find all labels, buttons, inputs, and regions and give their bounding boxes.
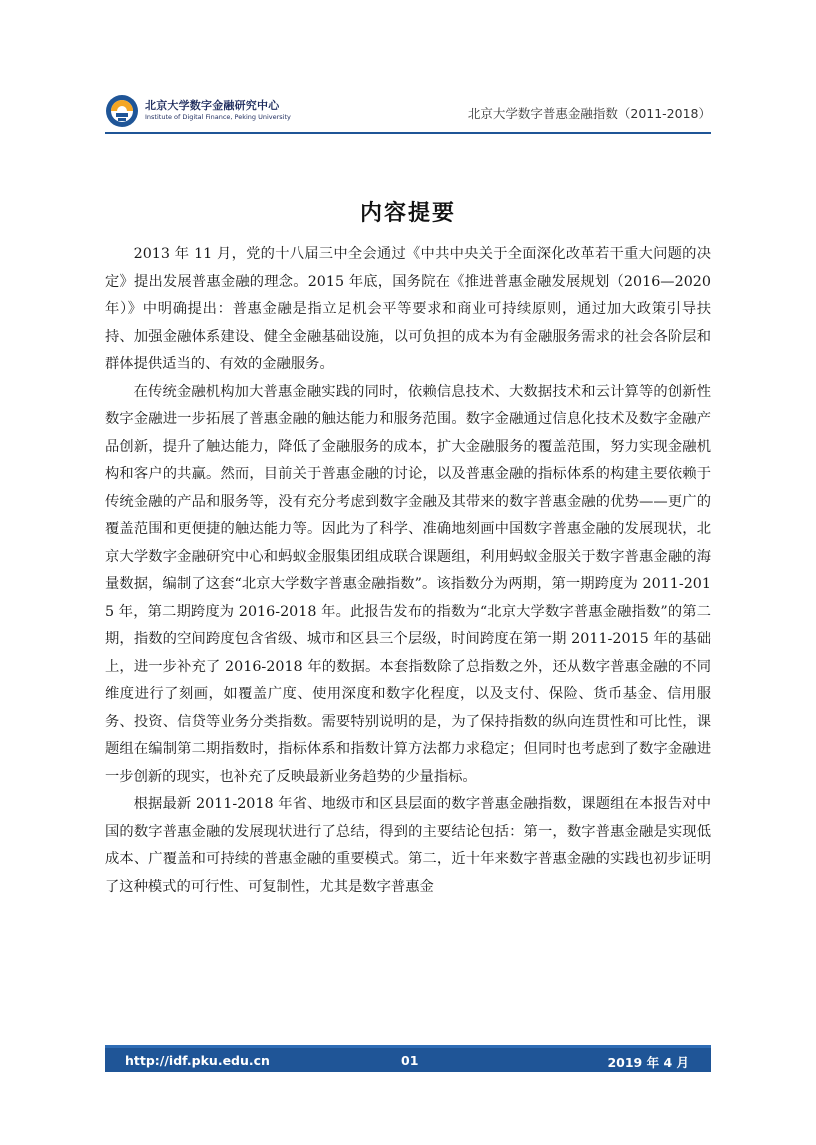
header-divider bbox=[105, 132, 711, 134]
institute-name-en: Institute of Digital Finance, Peking University bbox=[145, 113, 291, 121]
institute-name-cn: 北京大学数字金融研究中心 bbox=[145, 99, 280, 112]
institute-logo-text bbox=[145, 99, 291, 122]
summary-body bbox=[105, 241, 711, 901]
page-title: 内容提要 bbox=[359, 201, 456, 226]
paragraph: 在传统金融机构加大普惠金融实践的同时，依赖信息技术、大数据技术和云计算等的创新性数字金融进一步拓展了普惠金融的触达能力和服务范围。数字金融通过信息化技术及数字金融产品创新，提升了触达能力，降低了金融服务的成本，扩大金融服务的覆盖范围，努力实现金融机构和客户的共赢。然而，目前关于普惠金融的讨论，以及普惠金融的指标体系的构建主要依赖于传统金融的产品和服务等，没有充分考虑到数字金融及其带来的数字普惠金融的优势——更广的覆盖范围和更便捷的触达能力等。因此为了科学、准确地刻画中国数字普惠金融的发展现状，北京大学数字金融研究中心和蚂蚁金服集团组成联合课题组，利用蚂蚁金服关于数字普惠金融的海量数据，编制了这套“北京大学数字普惠金融指数”。该指数分为两期，第一期跨度为 2011-2015 年，第二期跨度为 2016-2018 年。此报告发布的指数为“北京大学数字普惠金融指数”的第二期，指数的空间跨度包含省级、城市和区县三个层级，时间跨度在第一期 2011-2015 年的基础上，进一步补充了 2016-2018 年的数据。本套指数除了总指数之外，还从数字普惠金融的不同维度进行了刻画，如覆盖广度、使用深度和数字化程度，以及支付、保险、货币基金、信用服务、投资、信贷等业务分类指数。需要特别说明的是，为了保持指数的纵向连贯性和可比性，课题组在编制第二期指数时，指标体系和指数计算方法都力求稳定；但同时也考虑到了数字金融进一步创新的现实，也补充了反映最新业务趋势的少量指标。 bbox=[105, 383, 711, 785]
footer-date: 2019 年 4 月 bbox=[607, 1055, 689, 1070]
paragraph: 根据最新 2011-2018 年省、地级市和区县层面的数字普惠金融指数，课题组在本报告对中国的数字普惠金融的发展现状进行了总结，得到的主要结论包括：第一，数字普惠金融是实现低成本、广覆盖和可持续的普惠金融的重要模式。第二，近十年来数字普惠金融的实践也初步证明了这种模式的可行性、可复制性，尤其是数字普惠金 bbox=[105, 796, 711, 895]
page-number: 01 bbox=[401, 1053, 419, 1068]
paragraph: 2013 年 11 月，党的十八届三中全会通过《中共中央关于全面深化改革若干重大问题的决定》提出发展普惠金融的理念。2015 年底，国务院在《推进普惠金融发展规划（2016—2020 年）》中明确提出：普惠金融是指立足机会平等要求和商业可持续原则，通过加大政策引导扶持、加强金融体系建设、健全金融基础设施，以可负担的成本为有金融服务需求的社会各阶层和群体提供适当的、有效的金融服务。 bbox=[105, 246, 711, 372]
footer-url: http://idf.pku.edu.cn bbox=[125, 1053, 270, 1068]
document-title: 北京大学数字普惠金融指数（2011-2018） bbox=[467, 106, 711, 121]
page-footer bbox=[105, 1045, 711, 1072]
page-header bbox=[105, 94, 711, 132]
institute-logo-icon bbox=[105, 94, 139, 128]
